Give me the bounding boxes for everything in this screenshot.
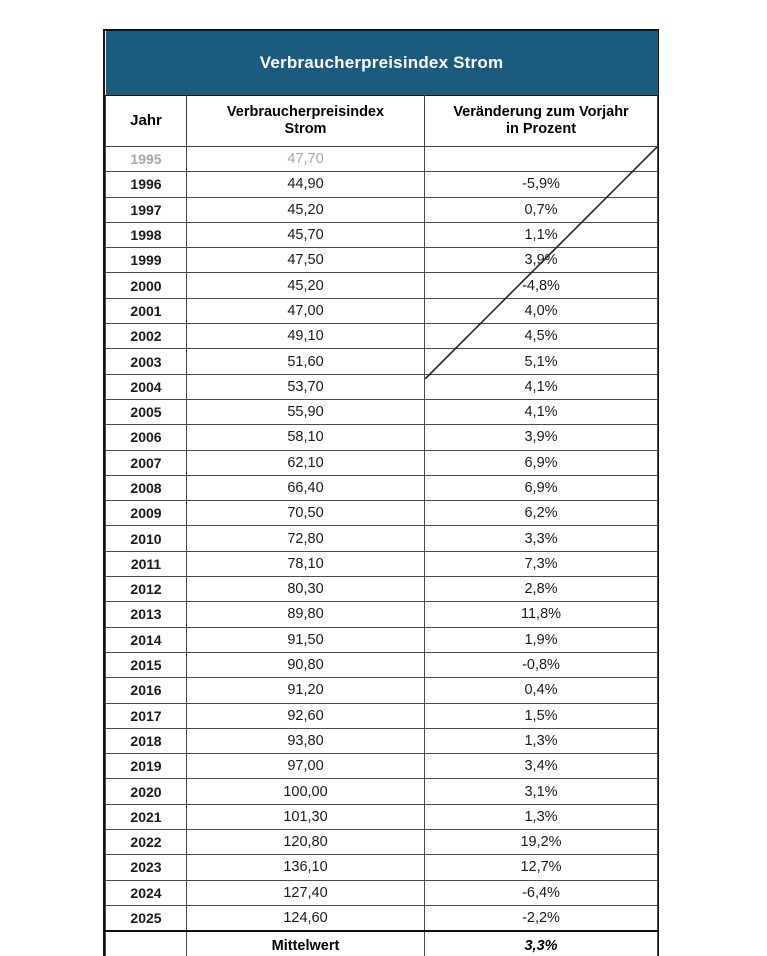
cell-index-value: 47,50 [187,248,425,273]
cell-index-value: 92,60 [187,703,425,728]
table-row [106,450,658,475]
mean-row [106,931,658,956]
cell-index-value: 89,80 [187,602,425,627]
cell-index-value: 62,10 [187,450,425,475]
cell-index-value: 90,80 [187,652,425,677]
cell-index-value: 72,80 [187,526,425,551]
table-row [106,602,658,627]
table-row [106,577,658,602]
cell-change-value: 5,1% [425,349,658,374]
cell-change-value: 4,5% [425,324,658,349]
cell-index-value: 120,80 [187,830,425,855]
cell-year: 2019 [106,754,187,779]
cell-index-value: 55,90 [187,399,425,424]
cell-change-value: 3,1% [425,779,658,804]
cell-change-value: 6,9% [425,450,658,475]
cell-change-value: 6,2% [425,501,658,526]
table-row [106,526,658,551]
cell-year: 2001 [106,298,187,323]
cell-change-value: 4,1% [425,399,658,424]
cell-change-value: -2,2% [425,905,658,931]
column-header-index [187,96,425,147]
cell-year: 2016 [106,678,187,703]
column-header-year: Jahr [106,96,187,147]
cell-index-value: 45,20 [187,273,425,298]
cell-index-value: 49,10 [187,324,425,349]
cell-year: 2006 [106,425,187,450]
cell-year: 2015 [106,652,187,677]
table-row [106,678,658,703]
cpi-table [105,31,658,956]
cell-index-value: 47,70 [187,147,425,172]
table-row [106,551,658,576]
cpi-table-container [103,29,659,956]
cell-change-value: 4,1% [425,374,658,399]
table-row [106,855,658,880]
cell-year: 1997 [106,197,187,222]
cell-index-value: 45,20 [187,197,425,222]
cell-year: 2018 [106,728,187,753]
cell-index-value: 53,70 [187,374,425,399]
table-title-row [106,31,658,96]
cell-year: 1995 [106,147,187,172]
column-header-change [425,96,658,147]
cell-change-empty-diagonal [425,147,658,172]
cell-index-value: 44,90 [187,172,425,197]
table-row [106,703,658,728]
cell-change-value: 0,4% [425,678,658,703]
cell-index-value: 91,50 [187,627,425,652]
cell-index-value: 66,40 [187,475,425,500]
cell-index-value: 51,60 [187,349,425,374]
cell-year: 1996 [106,172,187,197]
table-row [106,804,658,829]
cell-index-value: 58,10 [187,425,425,450]
mean-row-label: Mittelwert [187,931,425,956]
cell-change-value: 7,3% [425,551,658,576]
column-header-row [106,96,658,147]
cell-change-value: -4,8% [425,273,658,298]
cell-year: 2021 [106,804,187,829]
cell-year: 1998 [106,222,187,247]
cell-change-value: -0,8% [425,652,658,677]
cell-year: 2010 [106,526,187,551]
cell-index-value: 93,80 [187,728,425,753]
cell-year: 2014 [106,627,187,652]
column-header-index-line1: Verbraucherpreisindex [226,103,385,120]
mean-row-year-cell [106,931,187,956]
table-row [106,905,658,931]
cell-index-value: 124,60 [187,905,425,931]
cell-change-value: 1,3% [425,728,658,753]
cell-year: 2017 [106,703,187,728]
cell-index-value: 91,20 [187,678,425,703]
table-row [106,147,658,172]
table-body [106,147,658,932]
column-header-index-line2: Strom [284,121,327,137]
cell-year: 2005 [106,399,187,424]
table-title: Verbraucherpreisindex Strom [106,31,658,96]
cell-change-value: -6,4% [425,880,658,905]
table-row [106,652,658,677]
cell-index-value: 100,00 [187,779,425,804]
cell-year: 2022 [106,830,187,855]
cell-change-value: 19,2% [425,830,658,855]
cell-index-value: 97,00 [187,754,425,779]
cell-year: 1999 [106,248,187,273]
table-row [106,754,658,779]
cell-change-value: 1,1% [425,222,658,247]
cell-year: 2025 [106,905,187,931]
cell-year: 2002 [106,324,187,349]
cell-year: 2013 [106,602,187,627]
cell-index-value: 70,50 [187,501,425,526]
cell-change-value: 6,9% [425,475,658,500]
cell-index-value: 47,00 [187,298,425,323]
column-header-change-line2: in Prozent [505,121,577,137]
table-row [106,779,658,804]
cell-change-value: 1,9% [425,627,658,652]
cell-change-value: 3,9% [425,248,658,273]
cell-year: 2007 [106,450,187,475]
mean-row-value: 3,3% [425,931,658,956]
table-head [106,31,658,147]
table-row [106,399,658,424]
cell-index-value: 127,40 [187,880,425,905]
table-foot [106,931,658,956]
cell-index-value: 45,70 [187,222,425,247]
cell-year: 2020 [106,779,187,804]
cell-change-value: 3,9% [425,425,658,450]
cell-change-value: 1,3% [425,804,658,829]
table-row [106,627,658,652]
cell-index-value: 136,10 [187,855,425,880]
table-row [106,425,658,450]
cell-change-value: 0,7% [425,197,658,222]
cell-change-value: 3,3% [425,526,658,551]
cell-change-value: 4,0% [425,298,658,323]
cell-index-value: 101,30 [187,804,425,829]
cell-change-value: 2,8% [425,577,658,602]
cell-year: 2000 [106,273,187,298]
cell-change-value: 12,7% [425,855,658,880]
cell-year: 2003 [106,349,187,374]
column-header-change-line1: Veränderung zum Vorjahr [453,103,629,120]
cell-year: 2009 [106,501,187,526]
cell-change-value: 3,4% [425,754,658,779]
table-row [106,728,658,753]
cell-index-value: 78,10 [187,551,425,576]
cell-year: 2004 [106,374,187,399]
table-row [106,475,658,500]
cell-year: 2008 [106,475,187,500]
table-row [106,501,658,526]
diagonal-slash-icon [425,147,657,379]
cell-change-value: -5,9% [425,172,658,197]
cell-index-value: 80,30 [187,577,425,602]
cell-year: 2012 [106,577,187,602]
cell-year: 2023 [106,855,187,880]
table-row [106,880,658,905]
cell-change-value: 11,8% [425,602,658,627]
cell-year: 2024 [106,880,187,905]
cell-change-value: 1,5% [425,703,658,728]
table-row [106,830,658,855]
cell-year: 2011 [106,551,187,576]
